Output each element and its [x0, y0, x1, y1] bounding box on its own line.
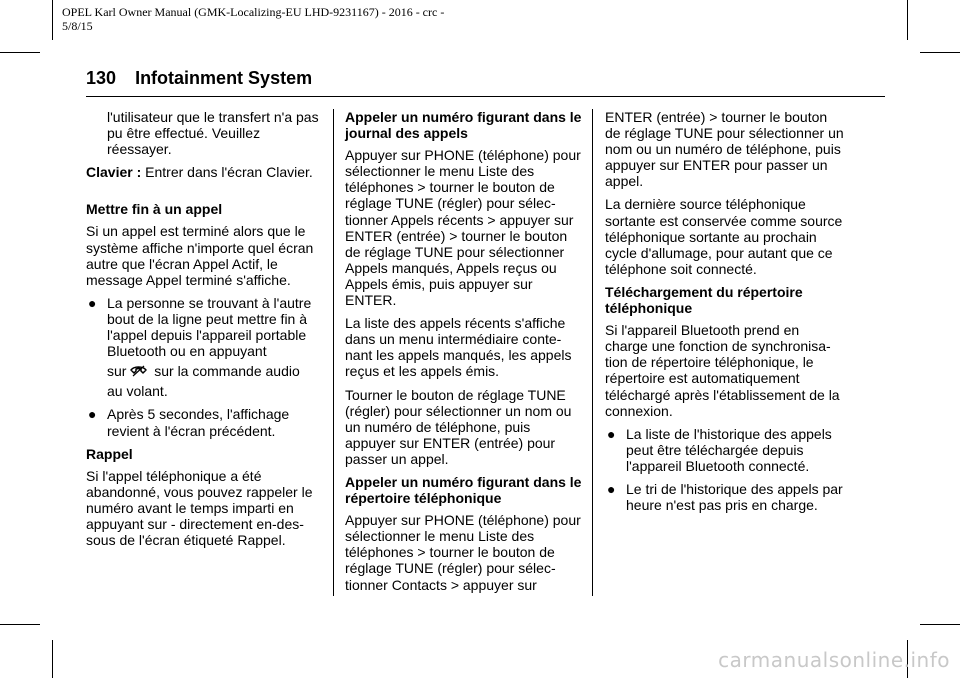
- paragraph: ENTER (entrée) > tourner le bouton de réglage TUNE pour sélectionner un nom ou un numéro de téléphone, puis appuyer sur ENTER pour passer un appel.: [605, 109, 844, 190]
- paragraph: Tourner le bouton de réglage TUNE (régler) pour sélectionner un nom ou un numéro de téléphone, puis appuyer sur ENTER (entrée) pour passer un appel.: [345, 386, 572, 467]
- bullet-item: [86, 406, 326, 438]
- clavier-term: Clavier :: [86, 164, 142, 181]
- crop-mark: [907, 0, 908, 40]
- paragraph: La liste des appels récents s'affiche dans un menu intermédiaire conte-nant les appels manqués, les appels reçus et les appels émis.: [345, 315, 572, 380]
- crop-mark: [920, 52, 960, 53]
- paragraph: Si l'appel téléphonique a été abandonné, vous pouvez rappeler le numéro avant le temps imparti en appuyant sur - directement en-des-sous de l'écran étiqueté Rappel.: [86, 467, 313, 549]
- bullet-text: Le tri de l'historique des appels par heure n'est pas pris en charge.: [626, 480, 843, 514]
- paragraph: Appuyer sur PHONE (téléphone) pour sélectionner le menu Liste des téléphones > tourner le bouton de réglage TUNE (régler) pour sélec-tionner Contacts > appuyer sur: [345, 512, 581, 593]
- paragraph: La dernière source téléphonique sortante est conservée comme source téléphonique sortante au prochain cycle d'allumage, pour autant que ce téléphone soit connecté.: [605, 196, 843, 277]
- crop-mark: [52, 640, 53, 678]
- section-heading: Appeler un numéro figurant dans le journal des appels: [345, 109, 582, 142]
- column-divider: [592, 109, 593, 596]
- watermark: carmanualsonline.info: [718, 648, 950, 672]
- crop-mark: [920, 624, 960, 625]
- page-heading: [86, 68, 312, 89]
- bullet-text: La liste de l'historique des appels peut être téléchargée depuis l'appareil Bluetooth connecté.: [626, 425, 832, 474]
- column-3: [605, 109, 845, 520]
- paragraph: Si l'appareil Bluetooth prend en charge une fonction de synchronisa-tion de répertoire téléphonique, le répertoire est automatiquement téléchargé après l'établissement de la connexion.: [605, 322, 840, 419]
- page-title: Infotainment System: [135, 68, 313, 88]
- bullet-text: La personne se trouvant à l'autre bout de la ligne peut mettre fin à l'appel depuis l'appareil portable Bluetooth ou en appuyant: [107, 294, 312, 360]
- bullet-text-end: au volant.: [107, 383, 168, 400]
- section-heading: Mettre fin à un appel: [86, 201, 223, 218]
- document-header-line: OPEL Karl Owner Manual (GMK-Localizing-EU LHD-9231167) - 2016 - crc -: [62, 5, 445, 19]
- phone-hangup-icon: [130, 365, 147, 377]
- column-2: [345, 109, 583, 600]
- bullet-icon: ●: [88, 406, 97, 423]
- bullet-icon: ●: [88, 294, 97, 311]
- continued-text: l'utilisateur que le transfert n'a pas pu être effectué. Veuillez réessayer.: [107, 109, 319, 158]
- bullet-item: [86, 295, 326, 400]
- bullet-text-tail: sur la commande audio: [154, 363, 300, 380]
- bullet-text-sur: sur: [107, 363, 127, 380]
- bullet-text: Après 5 secondes, l'affichage revient à l'écran précédent.: [107, 406, 290, 439]
- section-heading: Appeler un numéro figurant dans le répertoire téléphonique: [345, 473, 582, 507]
- clavier-text: Entrer dans l'écran Clavier.: [145, 164, 313, 181]
- bullet-item: [605, 481, 845, 513]
- crop-mark: [0, 52, 40, 53]
- document-header-date: 5/8/15: [62, 19, 93, 33]
- column-divider: [333, 109, 334, 596]
- bullet-item: [605, 426, 845, 474]
- spacer: [86, 187, 326, 201]
- section-heading: Rappel: [86, 445, 133, 462]
- bullet-text-line: [107, 363, 326, 379]
- crop-mark: [0, 624, 40, 625]
- paragraph: Si un appel est terminé alors que le système affiche n'importe quel écran autre que l'écran Appel Actif, le message Appel terminé s'affiche.: [86, 223, 314, 288]
- header-rule: [86, 96, 885, 97]
- bullet-icon: ●: [607, 425, 616, 442]
- document-header: [62, 5, 444, 33]
- clavier-entry: [86, 164, 326, 180]
- column-1: [86, 109, 326, 555]
- crop-mark: [52, 0, 53, 40]
- page-number: 130: [86, 68, 117, 88]
- section-heading: Téléchargement du répertoire téléphonique: [605, 283, 803, 317]
- bullet-icon: ●: [607, 480, 616, 497]
- paragraph: Appuyer sur PHONE (téléphone) pour sélectionner le menu Liste des téléphones > tourner le bouton de réglage TUNE (régler) pour sélec-tionner Appels récents > appuyer sur ENTER (entrée) > tourner le bouton de réglage TUNE pour sélectionner Appels manqués, Appels reçus ou Appels émis, puis appuyer sur ENTER.: [345, 147, 581, 309]
